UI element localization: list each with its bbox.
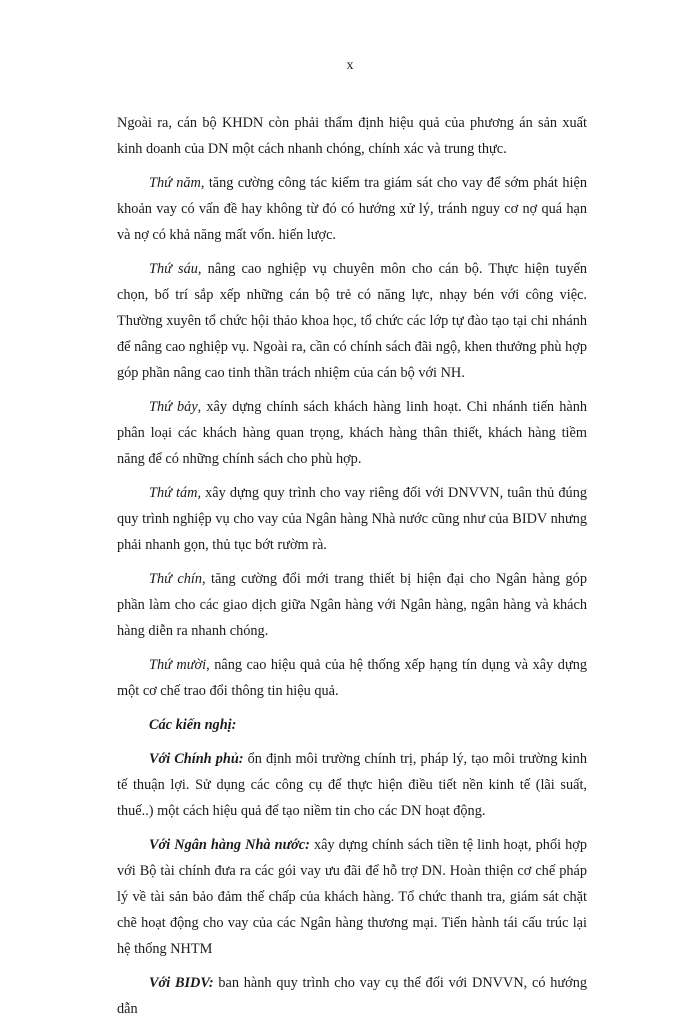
body-text	[117, 110, 587, 1030]
paragraph-lead: Thứ bảy	[149, 399, 198, 415]
paragraph-text: xây dựng quy trình cho vay riêng đối với DNVVN, tuân thủ đúng quy trình nghiệp vụ cho vay của Ngân hàng Nhà nước cũng như của BIDV nhưng phải nhanh gọn, thủ tục bớt rườm rà.	[117, 485, 587, 553]
paragraph-thu-nam	[117, 170, 587, 248]
paragraph-text: nâng cao nghiệp vụ chuyên môn cho cán bộ. Thực hiện tuyển chọn, bố trí sắp xếp những cán bộ trẻ có năng lực, nhạy bén với công việc. Thường xuyên tổ chức hội thảo khoa học, tổ chức các lớp tự đào tạo tại chi nhánh để nâng cao nghiệp vụ. Ngoài ra, cần có chính sách đãi ngộ, khen thưởng phù hợp góp phần nâng cao tinh thần trách nhiệm của cán bộ với NH.	[117, 261, 587, 381]
paragraph-lead: Thứ sáu,	[149, 261, 202, 277]
recommendation-text: ban hành quy trình cho vay cụ thể đối với DNVVN, có hướng dẫn	[117, 975, 587, 1017]
recommendation-state-bank	[117, 832, 587, 962]
paragraph-thu-chin	[117, 566, 587, 644]
recommendation-text: ổn định môi trường chính trị, pháp lý, tạo môi trường kinh tế thuận lợi. Sử dụng các công cụ để thực hiện điều tiết nền kinh tế (lãi suất, thuế..) một cách hiệu quả để tạo niềm tin cho các DN hoạt động.	[117, 751, 587, 819]
paragraph-lead: Thứ tám,	[149, 485, 202, 501]
paragraph-text: , xây dựng chính sách khách hàng linh hoạt. Chi nhánh tiến hành phân loại các khách hàng quan trọng, khách hàng thân thiết, khách hàng tiềm năng để có những chính sách cho phù hợp.	[117, 399, 587, 467]
paragraph-text: , tăng cường đổi mới trang thiết bị hiện đại cho Ngân hàng góp phần làm cho các giao dịch giữa Ngân hàng với Ngân hàng, ngân hàng và khách hàng diễn ra nhanh chóng.	[117, 571, 587, 639]
recommendation-lead: Với Ngân hàng Nhà nước:	[149, 837, 310, 853]
recommendation-bidv	[117, 970, 587, 1022]
recommendation-text: xây dựng chính sách tiền tệ linh hoạt, phối hợp với Bộ tài chính đưa ra các gói vay ưu đãi để hỗ trợ DN. Hoàn thiện cơ chế pháp lý về tài sản bảo đảm thế chấp của khách hàng. Tổ chức thanh tra, giám sát chặt chẽ hoạt động cho vay của các Ngân hàng thương mại. Tiến hành tái cấu trúc lại hệ thống NHTM	[117, 837, 587, 957]
recommendations-heading: Các kiến nghị:	[149, 717, 237, 733]
paragraph-text: Ngoài ra, cán bộ KHDN còn phải thẩm định hiệu quả của phương án sản xuất kinh doanh của DN một cách nhanh chóng, chính xác và trung thực.	[117, 115, 587, 157]
paragraph-lead: Thứ năm	[149, 175, 201, 191]
paragraph-thu-bay	[117, 394, 587, 472]
paragraph-1	[117, 110, 587, 162]
paragraph-lead: Thứ mười	[149, 657, 207, 673]
paragraph-thu-tam	[117, 480, 587, 558]
paragraph-thu-sau	[117, 256, 587, 386]
paragraph-thu-muoi	[117, 652, 587, 704]
recommendation-lead: Với Chính phủ:	[149, 751, 244, 767]
page-number: x	[346, 58, 354, 73]
paragraph-text: , tăng cường công tác kiểm tra giám sát cho vay để sớm phát hiện khoản vay có vấn đề hay không từ đó có hướng xử lý, tránh nguy cơ nợ quá hạn và nợ có khả năng mất vốn. hiến lược.	[117, 175, 587, 243]
recommendation-government	[117, 746, 587, 824]
recommendation-lead: Với BIDV:	[149, 975, 214, 991]
paragraph-lead: Thứ chín	[149, 571, 202, 587]
paragraph-text: , nâng cao hiệu quả của hệ thống xếp hạng tín dụng và xây dựng một cơ chế trao đổi thông tin hiệu quả.	[117, 657, 588, 699]
